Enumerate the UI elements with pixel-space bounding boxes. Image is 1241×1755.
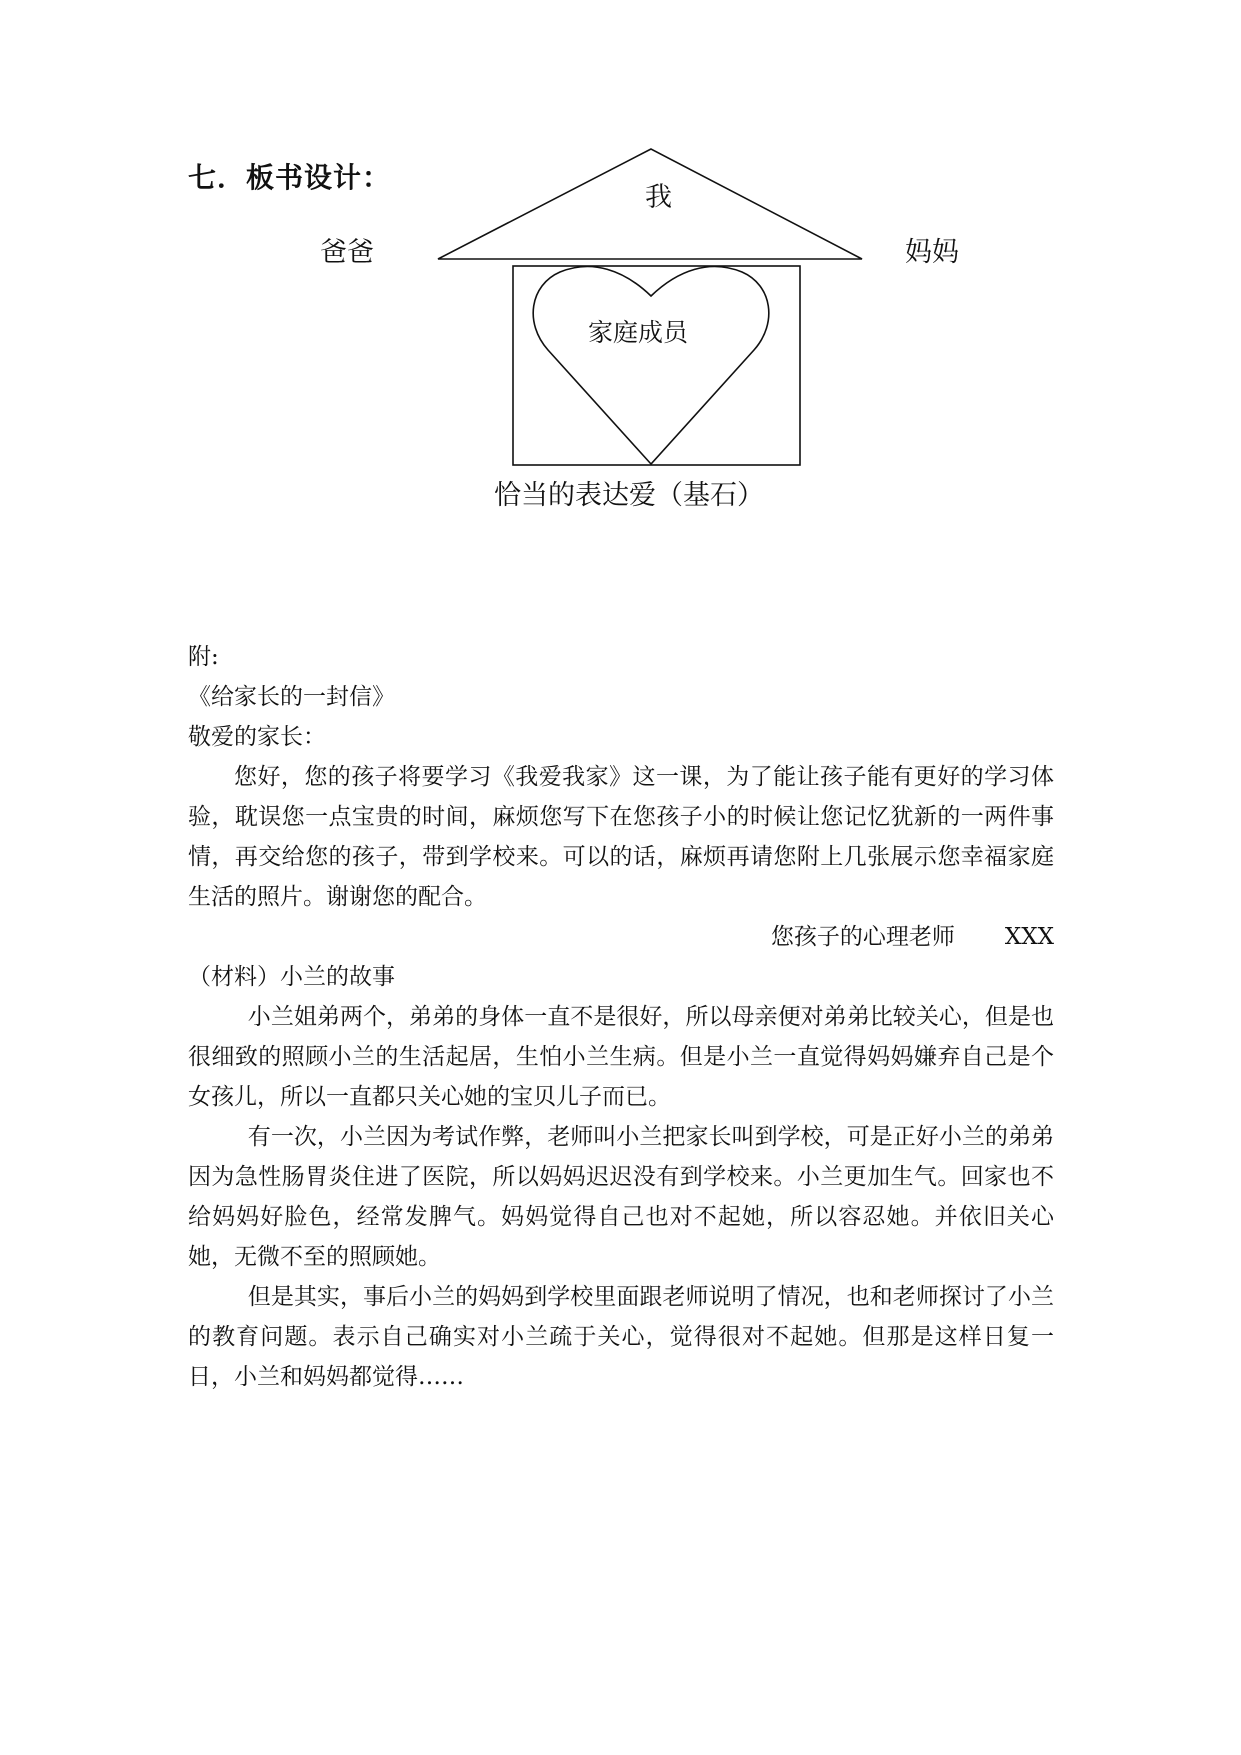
base-label: 恰当的表达爱（基石） (494, 480, 764, 511)
heart-label: 家庭成员 (588, 318, 689, 347)
heart-shape (533, 267, 769, 464)
house-heart-drawing (0, 0, 1241, 560)
story-paragraph: 小兰姐弟两个，弟弟的身体一直不是很好，所以母亲便对弟弟比较关心，但是也很细致的照顾小兰的生活起居，生怕小兰生病。但是小兰一直觉得妈妈嫌弃自己是个女孩儿，所以一直都只关心她的宝贝儿子而已。 (188, 1004, 1054, 1110)
left-label: 爸爸 (320, 237, 374, 268)
letter-signature-name: XXX (1004, 924, 1054, 950)
letter-signature: 您孩子的心理老师 (770, 924, 955, 950)
house-body-rect (513, 266, 800, 465)
letter-signature-row (188, 917, 1054, 957)
appendix-block (188, 637, 1054, 1397)
section-heading: 七．板书设计： (188, 161, 392, 194)
appendix-label: 附: (188, 644, 219, 670)
letter-body: 您好，您的孩子将要学习《我爱我家》这一课，为了能让孩子能有更好的学习体验，耽误您一点宝贵的时间，麻烦您写下在您孩子小的时候让您记忆犹新的一两件事情，再交给您的孩子，带到学校来。可以的话，麻烦再请您附上几张展示您幸福家庭生活的照片。谢谢您的配合。 (188, 764, 1054, 910)
right-label: 妈妈 (905, 237, 959, 268)
letter-title: 《给家长的一封信》 (188, 684, 395, 710)
story-paragraph: 有一次，小兰因为考试作弊，老师叫小兰把家长叫到学校，可是正好小兰的弟弟因为急性肠胃炎住进了医院，所以妈妈迟迟没有到学校来。小兰更加生气。回家也不给妈妈好脸色，经常发脾气。妈妈觉得自己也对不起她，所以容忍她。并依旧关心她，无微不至的照顾她。 (188, 1124, 1054, 1270)
story-title: （材料）小兰的故事 (188, 964, 395, 990)
letter-salutation: 敬爱的家长： (188, 724, 326, 750)
roof-label: 我 (645, 182, 672, 213)
story-paragraph: 但是其实，事后小兰的妈妈到学校里面跟老师说明了情况，也和老师探讨了小兰的教育问题。表示自己确实对小兰疏于关心，觉得很对不起她。但那是这样日复一日，小兰和妈妈都觉得…… (188, 1284, 1054, 1390)
blackboard-diagram (0, 0, 1241, 560)
